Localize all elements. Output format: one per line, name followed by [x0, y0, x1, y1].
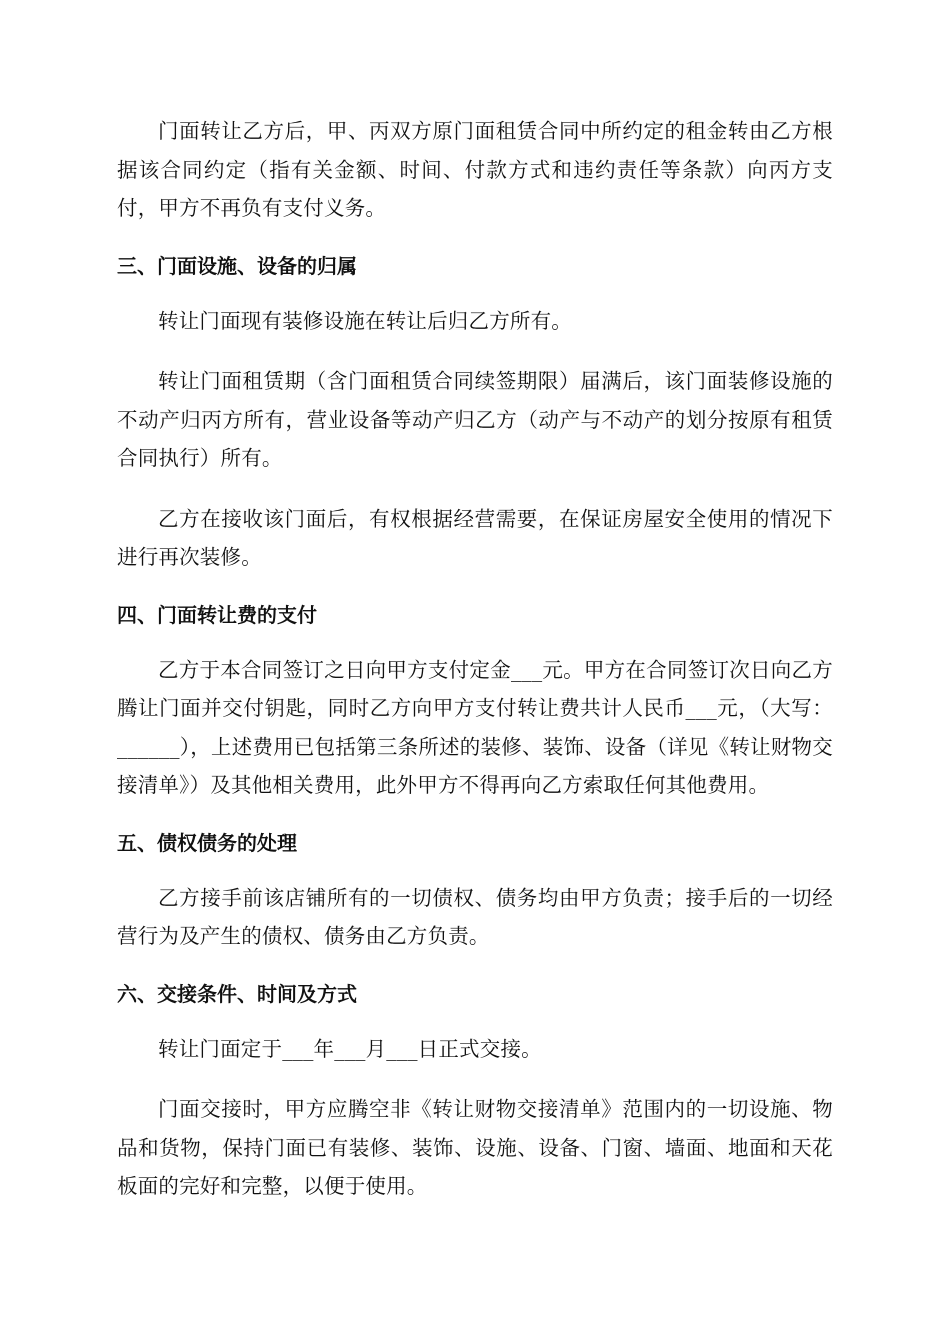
- paragraph-handover-conditions: 门面交接时，甲方应腾空非《转让财物交接清单》范围内的一切设施、物品和货物，保持门面已有装修、装饰、设施、设备、门窗、墙面、地面和天花板面的完好和完整，以便于使用。: [117, 1097, 833, 1198]
- document-page: [117, 112, 833, 1228]
- paragraph-transfer-fee: 乙方于本合同签订之日向甲方支付定金___元。甲方在合同签订次日向乙方腾让门面并交付钥匙，同时乙方向甲方支付转让费共计人民币___元，（大写：______），上述费用已包括第三条所述的装修、装饰、设备（详见《转让财物交接清单》）及其他相关费用，此外甲方不得再向乙方索取任何其他费用。: [117, 657, 833, 797]
- heading-section-5: 五、债权债务的处理: [117, 830, 297, 855]
- paragraph-decoration-ownership: 转让门面现有装修设施在转让后归乙方所有。: [158, 308, 572, 333]
- heading-section-3: 三、门面设施、设备的归属: [117, 253, 357, 278]
- paragraph-handover-date: 转让门面定于___年___月___日正式交接。: [158, 1036, 542, 1061]
- paragraph-lease-expiry: 转让门面租赁期（含门面租赁合同续签期限）届满后，该门面装修设施的不动产归丙方所有，营业设备等动产归乙方（动产与不动产的划分按原有租赁合同执行）所有。: [117, 369, 833, 470]
- paragraph-redecoration: 乙方在接收该门面后，有权根据经营需要，在保证房屋安全使用的情况下进行再次装修。: [117, 506, 833, 569]
- heading-section-6: 六、交接条件、时间及方式: [117, 981, 357, 1006]
- paragraph-debts: 乙方接手前该店铺所有的一切债权、债务均由甲方负责；接手后的一切经营行为及产生的债权、债务由乙方负责。: [117, 885, 833, 948]
- heading-section-4: 四、门面转让费的支付: [117, 602, 317, 627]
- paragraph-rent-transfer: 门面转让乙方后，甲、丙双方原门面租赁合同中所约定的租金转由乙方根据该合同约定（指有关金额、时间、付款方式和违约责任等条款）向丙方支付，甲方不再负有支付义务。: [117, 119, 833, 220]
